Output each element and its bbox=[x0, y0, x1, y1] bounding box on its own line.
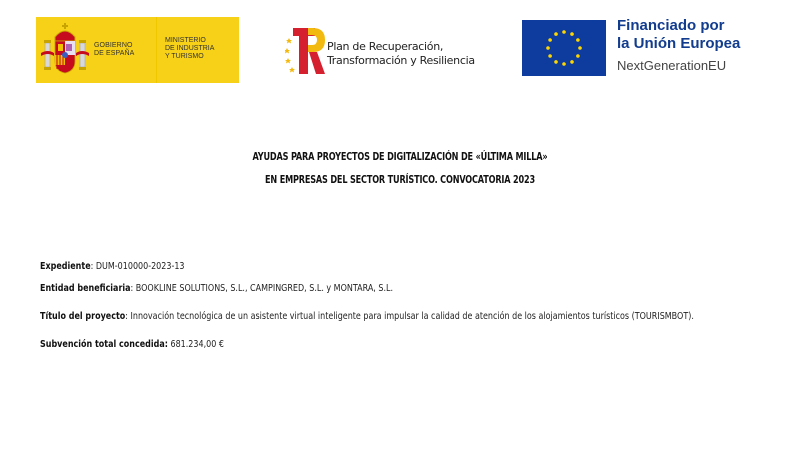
expediente-field bbox=[40, 256, 780, 278]
gobierno-espana-logo bbox=[36, 17, 239, 83]
eu-funding-logo bbox=[522, 17, 782, 78]
entidad-field bbox=[40, 278, 780, 300]
entidad-value: : BOOKLINE SOLUTIONS, S.L., CAMPINGRED, S.L. y MONTARA, S.L. bbox=[130, 283, 394, 294]
document-title-line2: EN EMPRESAS DEL SECTOR TURÍSTICO. CONVOCATORIA 2023 bbox=[265, 174, 535, 186]
grant-details bbox=[40, 256, 780, 356]
subvencion-value: 681.234,00 € bbox=[167, 339, 224, 350]
titulo-field bbox=[40, 306, 780, 328]
eu-flag-icon bbox=[522, 20, 606, 76]
expediente-value: : DUM-010000-2023-13 bbox=[90, 261, 185, 272]
ministry-line3: Y TURISMO bbox=[165, 53, 204, 60]
ministry-line1: MINISTERIO bbox=[165, 37, 206, 44]
prtr-text bbox=[327, 40, 475, 68]
subvencion-field bbox=[40, 334, 780, 356]
document-title bbox=[56, 146, 744, 192]
plan-recuperacion-logo bbox=[285, 22, 475, 78]
spain-coat-of-arms-icon bbox=[36, 17, 94, 83]
titulo-label: Título del proyecto bbox=[40, 311, 126, 322]
gobierno-line1: GOBIERNO bbox=[94, 42, 133, 49]
entidad-label: Entidad beneficiaria bbox=[40, 283, 131, 294]
expediente-label: Expediente bbox=[40, 261, 91, 272]
eu-subtitle: NextGenerationEU bbox=[617, 58, 727, 73]
titulo-value: : Innovación tecnológica de un asistente virtual inteligente para impulsar la calidad de atención de los alojamientos turísticos (TOURISMBOT). bbox=[125, 311, 694, 322]
logo-divider bbox=[156, 17, 157, 83]
ministry-line2: DE INDUSTRIA bbox=[165, 45, 215, 52]
prtr-line2: Transformación y Resiliencia bbox=[327, 54, 475, 67]
gobierno-text bbox=[94, 42, 154, 58]
prtr-tr-icon bbox=[285, 22, 327, 78]
eu-title bbox=[617, 17, 740, 53]
subvencion-label: Subvención total concedida: bbox=[40, 339, 168, 350]
ministry-text bbox=[165, 37, 237, 61]
document-title-line1: AYUDAS PARA PROYECTOS DE DIGITALIZACIÓN DE «ÚLTIMA MILLA» bbox=[252, 151, 548, 163]
eu-title-line1: Financiado por bbox=[617, 17, 725, 34]
gobierno-line2: DE ESPAÑA bbox=[94, 50, 135, 57]
eu-title-line2: la Unión Europea bbox=[617, 35, 741, 52]
prtr-line1: Plan de Recuperación, bbox=[327, 40, 444, 53]
